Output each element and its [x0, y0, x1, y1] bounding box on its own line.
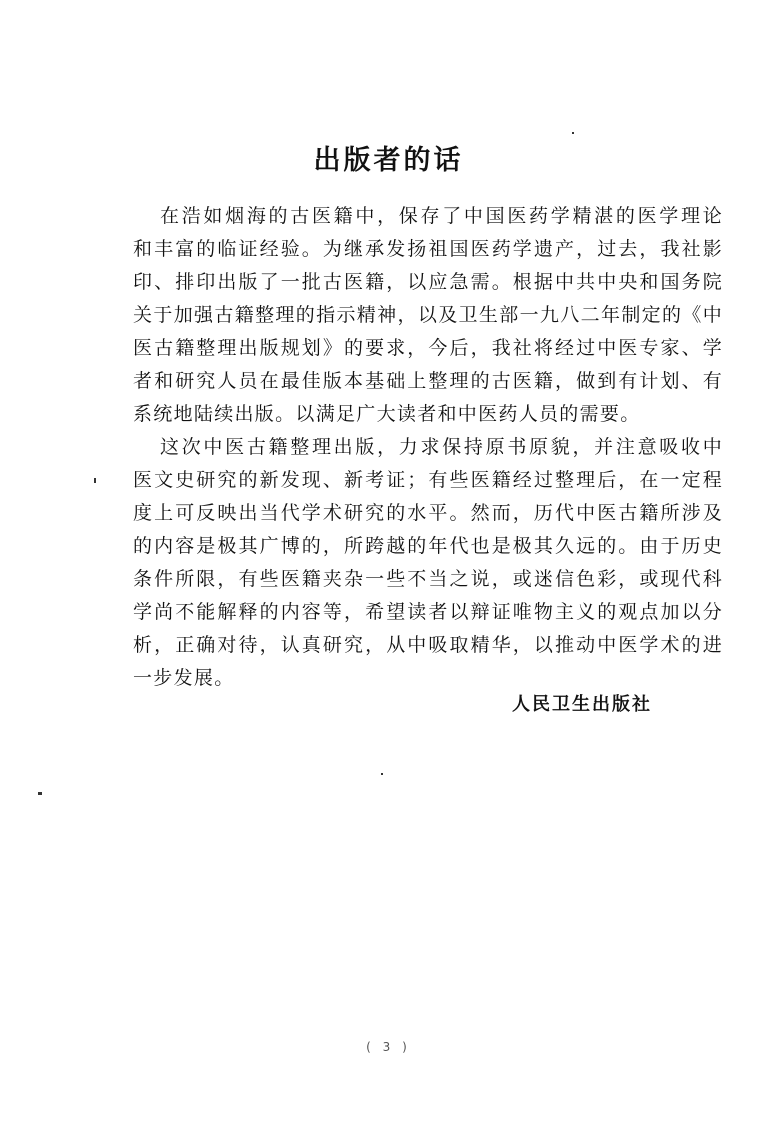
text-line: 医文史研究的新发现、新考证；有些医籍经过整理后，在一定程: [133, 469, 723, 491]
body-text: [133, 200, 723, 695]
scan-speck: [38, 792, 42, 795]
publisher-signature: 人民卫生出版社: [512, 694, 652, 715]
text-line: 学尚不能解释的内容等，希望读者以辩证唯物主义的观点加以分: [133, 601, 723, 623]
scan-speck: [572, 132, 574, 134]
text-line: 在浩如烟海的古医籍中，保存了中国医药学精湛的医学理论: [160, 205, 723, 227]
text-line: 一步发展。: [133, 667, 235, 689]
text-line: 和丰富的临证经验。为继承发扬祖国医药学遗产，过去，我社影: [133, 238, 723, 260]
text-line: 析，正确对待，认真研究，从中吸取精华，以推动中医学术的进: [133, 634, 723, 656]
page-title: 出版者的话: [313, 145, 464, 176]
paragraph-2: [133, 431, 723, 695]
scan-speck: [94, 478, 96, 483]
scan-speck: [381, 773, 383, 775]
text-line: 度上可反映出当代学术研究的水平。然而，历代中医古籍所涉及: [133, 502, 723, 524]
text-line: 印、排印出版了一批古医籍，以应急需。根据中共中央和国务院: [133, 271, 723, 293]
text-line: 条件所限，有些医籍夹杂一些不当之说，或迷信色彩，或现代科: [133, 568, 723, 590]
text-line: 医古籍整理出版规划》的要求，今后，我社将经过中医专家、学: [133, 337, 723, 359]
text-line: 系统地陆续出版。以满足广大读者和中医药人员的需要。: [133, 403, 641, 425]
page-number: ( 3 ): [366, 1040, 411, 1054]
text-line: 关于加强古籍整理的指示精神，以及卫生部一九八二年制定的《中: [133, 304, 723, 326]
text-line: 者和研究人员在最佳版本基础上整理的古医籍，做到有计划、有: [133, 370, 723, 392]
text-line: 这次中医古籍整理出版，力求保持原书原貌，并注意吸收中: [160, 436, 723, 458]
text-line: 的内容是极其广博的，所跨越的年代也是极其久远的。由于历史: [133, 535, 723, 557]
paragraph-1: [133, 200, 723, 431]
